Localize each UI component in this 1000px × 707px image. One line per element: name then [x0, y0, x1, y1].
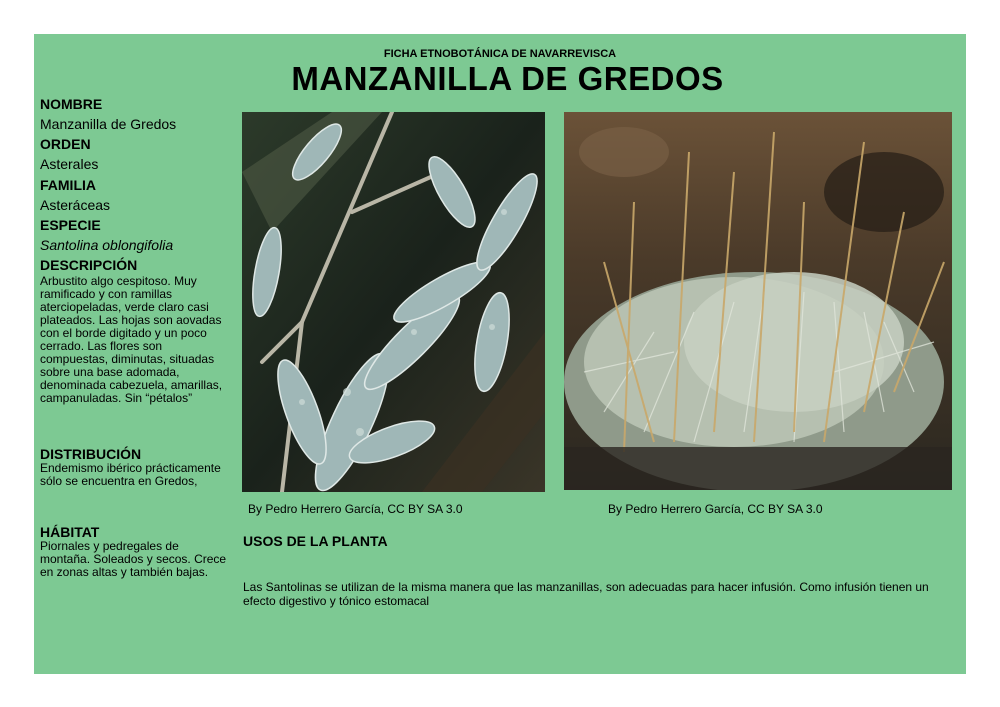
right-photo-caption: By Pedro Herrero García, CC BY SA 3.0 [608, 502, 823, 516]
especie-label: ESPECIE [40, 217, 101, 233]
habitat-text: Piornales y pedregales de montaña. Soleados y secos. Crece en zonas altas y también bajas. [40, 539, 227, 579]
sheet-subtitle: FICHA ETNOBOTÁNICA DE NAVARREVISCA [383, 48, 617, 60]
descripcion-text: Arbustito algo cespitoso. Muy ramificado y con ramillas aterciopeladas, verde claro casi plateados. Las hojas son aovadas con el borde digitado y un poco cerrado. Las flores son compuestas, diminutas, situadas sobre una base adomada, denominada cabezuela, amarillas, campanuladas. Sin “pétalos” [40, 274, 223, 405]
nombre-value: Manzanilla de Gredos [40, 116, 177, 132]
distribucion-text: Endemismo ibérico prácticamente sólo se encuentra en Gredos, [40, 461, 221, 488]
habitat-label: HÁBITAT [40, 524, 100, 540]
left-photo-caption: By Pedro Herrero García, CC BY SA 3.0 [248, 502, 463, 516]
especie-value: Santolina oblongifolia [40, 237, 174, 253]
distribucion-label: DISTRIBUCIÓN [40, 446, 142, 462]
page-title: MANZANILLA DE GREDOS [291, 60, 724, 97]
orden-label: ORDEN [40, 136, 91, 152]
familia-label: FAMILIA [40, 177, 96, 193]
shrub-photo [564, 112, 952, 490]
familia-value: Asteráceas [40, 197, 111, 213]
descripcion-label: DESCRIPCIÓN [40, 257, 138, 273]
orden-value: Asterales [40, 156, 99, 172]
leaf-closeup-photo [242, 112, 545, 492]
uses-heading: USOS DE LA PLANTA [243, 533, 388, 549]
nombre-label: NOMBRE [40, 96, 103, 112]
uses-text: Las Santolinas se utilizan de la misma manera que las manzanillas, son adecuadas para hacer infusión. Como infusión tienen un efecto digestivo y tónico estomacal [243, 580, 929, 608]
